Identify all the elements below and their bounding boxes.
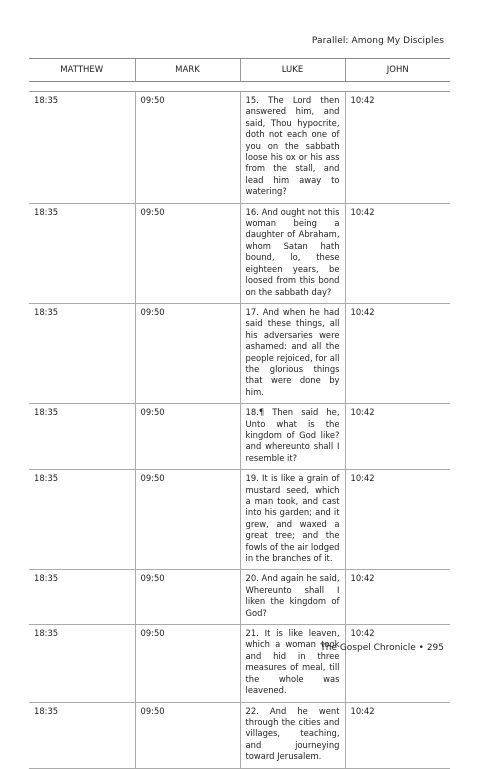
cell-mark: 09:50 xyxy=(135,303,240,403)
cell-mark: 09:50 xyxy=(135,625,240,702)
cell-matthew: 18:35 xyxy=(29,702,135,768)
cell-john: 10:42 xyxy=(345,303,450,403)
column-header-matthew: MATTHEW xyxy=(29,59,135,82)
cell-matthew: 18:35 xyxy=(29,203,135,303)
cell-mark: 09:50 xyxy=(135,203,240,303)
cell-mark: 09:50 xyxy=(135,570,240,625)
cell-john: 10:42 xyxy=(345,570,450,625)
cell-john: 10:42 xyxy=(345,702,450,768)
cell-matthew: 18:35 xyxy=(29,470,135,570)
cell-matthew: 18:35 xyxy=(29,404,135,470)
cell-luke: 21. It is like leaven, which a woman took and hid in three measures of meal, till the whole was leavened. xyxy=(240,625,345,702)
cell-luke: 15. The Lord then answered him, and said, Thou hypocrite, doth not each one of you on the sabbath loose his ox or his ass from the stall, and lead him away to watering? xyxy=(240,92,345,204)
table-row xyxy=(29,404,450,470)
parallel-table xyxy=(29,58,450,769)
table-body xyxy=(29,92,450,769)
column-header-john: JOHN xyxy=(345,59,450,82)
cell-luke: 19. It is like a grain of mustard seed, which a man took, and cast into his garden; and it grew, and waxed a great tree; and the fowls of the air lodged in the branches of it. xyxy=(240,470,345,570)
cell-mark: 09:50 xyxy=(135,92,240,204)
cell-matthew: 18:35 xyxy=(29,625,135,702)
cell-mark: 09:50 xyxy=(135,470,240,570)
page-header-title: Parallel: Among My Disciples xyxy=(311,36,444,46)
cell-mark: 09:50 xyxy=(135,404,240,470)
cell-luke: 20. And again he said, Whereunto shall I liken the kingdom of God? xyxy=(240,570,345,625)
table-row xyxy=(29,203,450,303)
cell-john: 10:42 xyxy=(345,203,450,303)
cell-matthew: 18:35 xyxy=(29,303,135,403)
cell-luke: 17. And when he had said these things, all his adversaries were ashamed: and all the people rejoiced, for all the glorious things that were done by him. xyxy=(240,303,345,403)
cell-luke: 22. And he went through the cities and villages, teaching, and journeying toward Jerusalem. xyxy=(240,702,345,768)
table-row xyxy=(29,92,450,204)
column-header-luke: LUKE xyxy=(240,59,345,82)
table-header xyxy=(29,59,450,82)
table-row xyxy=(29,570,450,625)
header-spacer xyxy=(29,82,450,92)
cell-john: 10:42 xyxy=(345,404,450,470)
cell-luke: 18.¶ Then said he, Unto what is the kingdom of God like? and whereunto shall I resemble it? xyxy=(240,404,345,470)
cell-luke: 16. And ought not this woman being a daughter of Abraham, whom Satan hath bound, lo, these eighteen years, be loosed from this bond on the sabbath day? xyxy=(240,203,345,303)
cell-matthew: 18:35 xyxy=(29,570,135,625)
table-row xyxy=(29,303,450,403)
cell-john: 10:42 xyxy=(345,92,450,204)
table-row xyxy=(29,470,450,570)
page-footer: The Gospel Chronicle • 295 xyxy=(320,643,444,653)
cell-john: 10:42 xyxy=(345,470,450,570)
table-row xyxy=(29,625,450,702)
cell-mark: 09:50 xyxy=(135,702,240,768)
table-row xyxy=(29,702,450,768)
cell-matthew: 18:35 xyxy=(29,92,135,204)
cell-john: 10:42 xyxy=(345,625,450,702)
column-header-mark: MARK xyxy=(135,59,240,82)
